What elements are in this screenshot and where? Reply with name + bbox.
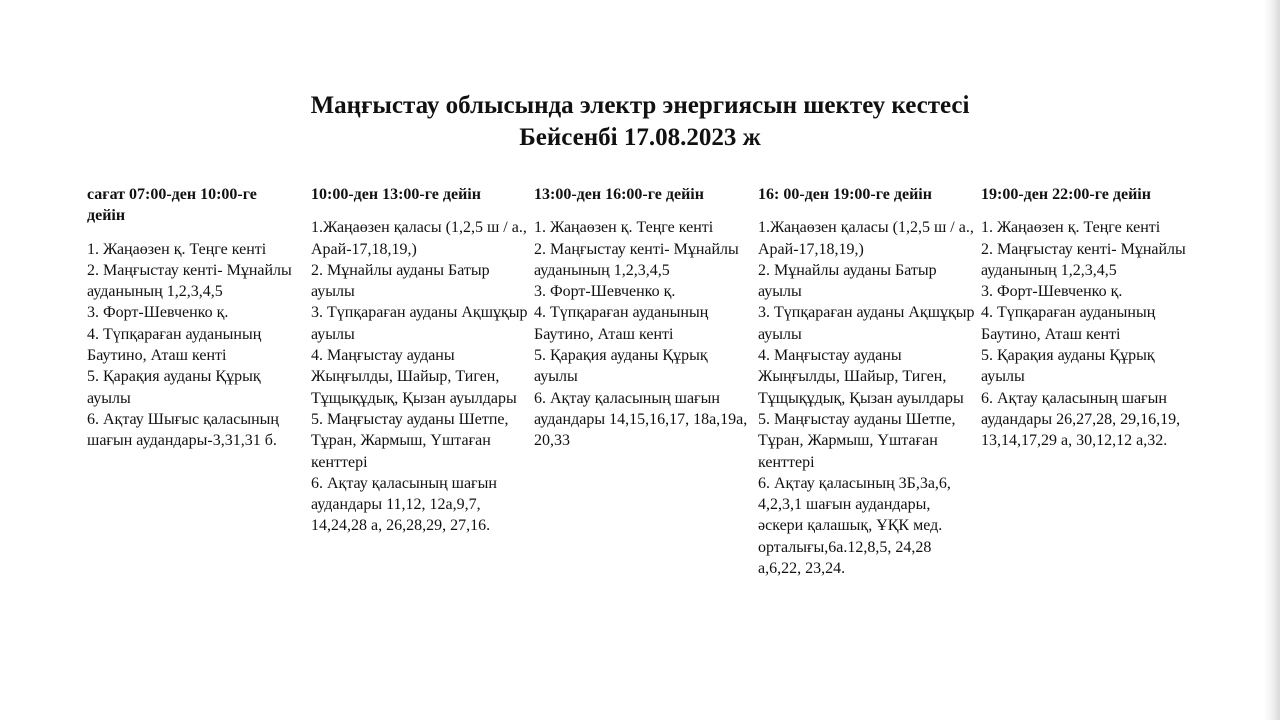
list-item: 5. Қарақия ауданы Құрық ауылы [981,347,1155,386]
list-item: 3. Түпқараған ауданы Ақшұқыр ауылы [311,304,528,343]
column-body [311,217,529,536]
list-item: 2. Мұнайлы ауданы Батыр ауылы [311,261,490,301]
column-header: 19:00-ден 22:00-ге дейін [981,186,1151,203]
document-date: Бейсенбі 17.08.2023 ж [519,124,761,151]
column-header: 16: 00-ден 19:00-ге дейін [758,186,932,203]
list-item: 5. Маңғыстау ауданы Шетпе, Тұран, Жармыш, Үштаған кенттері [311,410,509,471]
schedule-column-10-13 [311,184,529,537]
schedule-column-19-22 [981,184,1201,452]
column-header: 10:00-ден 13:00-ге дейін [311,186,481,203]
list-item: 6. Ақтау Шығыс қаласының шағын аудандары-3,31,31 б. [87,410,279,450]
list-item: 4. Түпқараған ауданының Баутино, Аташ кенті [981,304,1156,343]
list-item: 1. Жаңаөзен қ. Теңге кенті [534,219,714,237]
list-item: 2. Маңғыстау кенті- Мұнайлы ауданының 1,2,3,4,5 [87,261,292,301]
list-item: 3. Форт-Шевченко қ. [87,304,229,322]
schedule-column-13-16 [534,184,750,452]
list-item: 1.Жаңаөзен қаласы (1,2,5 ш / а., Арай-17,18,19,) [758,219,974,258]
column-body [534,217,750,451]
list-item: 1. Жаңаөзен қ. Теңге кенті [981,219,1161,237]
list-item: 6. Ақтау қаласының шағын аудандары 26,27,28, 29,16,19, 13,14,17,29 а, 30,12,12 а,32. [981,389,1181,450]
list-item: 6. Ақтау қаласының 3Б,3а,6, 4,2,3,1 шағын аудандары, әскери қалашық, ҰҚК мед. орталығы,6а.12,8,5, 24,28 а,6,22, 23,24. [758,474,951,578]
list-item: 3. Форт-Шевченко қ. [981,283,1123,301]
list-item: 6. Ақтау қаласының шағын аудандары 11,12, 12а,9,7, 14,24,28 а, 26,28,29, 27,16. [311,474,497,535]
list-item: 2. Маңғыстау кенті- Мұнайлы ауданының 1,2,3,4,5 [981,240,1186,279]
schedule-column-16-19 [758,184,976,579]
list-item: 3. Форт-Шевченко қ. [534,283,676,301]
list-item: 4. Маңғыстау ауданы Жыңғылды, Шайыр, Тиген, Тұщықұдық, Қызан ауылдары [758,347,964,407]
list-item: 1.Жаңаөзен қаласы (1,2,5 ш / а., Арай-17,18,19,) [311,219,527,258]
column-header: сағат 07:00-ден 10:00-ге дейін [87,186,257,225]
list-item: 5. Маңғыстау ауданы Шетпе, Тұран, Жармыш, Үштаған кенттері [758,410,956,471]
list-item: 4. Түпқараған ауданының Баутино, Аташ кенті [534,304,709,343]
list-item: 1. Жаңаөзен қ. Теңге кенті [87,240,267,258]
column-header: 13:00-ден 16:00-ге дейін [534,186,704,203]
column-body [981,217,1201,451]
list-item: 4. Маңғыстау ауданы Жыңғылды, Шайыр, Тиген, Тұщықұдық, Қызан ауылдары [311,347,517,407]
list-item: 4. Түпқараған ауданының Баутино, Аташ кенті [87,325,262,365]
list-item: 5. Қарақия ауданы Құрық ауылы [534,347,708,386]
column-body [758,217,976,579]
list-item: 2. Маңғыстау кенті- Мұнайлы ауданының 1,2,3,4,5 [534,240,739,279]
document-title: Маңғыстау облысында электр энергиясын шектеу кестесі [310,92,970,119]
list-item: 5. Қарақия ауданы Құрық ауылы [87,368,261,407]
schedule-column-07-10 [87,184,297,452]
page-edge-shadow [1264,0,1280,720]
list-item: 3. Түпқараған ауданы Ақшұқыр ауылы [758,304,975,343]
column-body [87,239,297,452]
list-item: 6. Ақтау қаласының шағын аудандары 14,15,16,17, 18а,19а, 20,33 [534,389,748,450]
list-item: 2. Мұнайлы ауданы Батыр ауылы [758,261,937,301]
